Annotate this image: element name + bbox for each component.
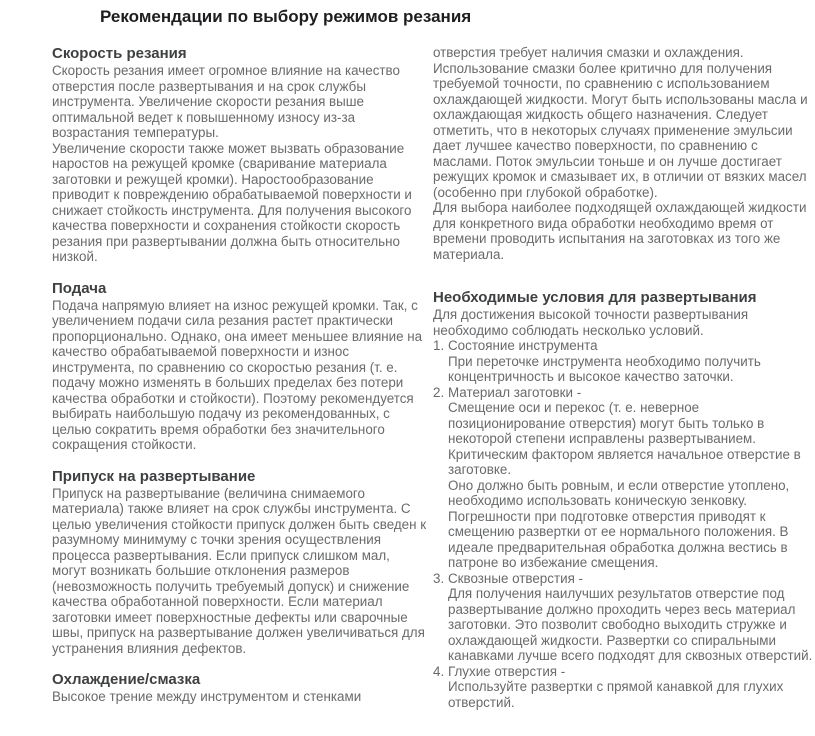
list-item-through-holes <box>433 571 815 664</box>
section-heading-feed: Подача <box>52 279 107 297</box>
section-heading-cooling-lubrication: Охлаждение/смазка <box>52 671 201 688</box>
section-cutting-speed <box>52 45 427 265</box>
list-item-number: 3. <box>433 570 445 586</box>
left-column <box>52 45 433 710</box>
list-item-blind-holes <box>433 664 815 711</box>
paragraph: Увеличение скорости также может вызвать образование наростов на режущей кромке (сваривание материала заготовки и режущей кромки). Наростообразование приводит к повреждению обрабатываемой поверхности и снижает стойкость инструмента. Для получения высокого качества поверхности и сохранения стойкости скорость резания при развертывании должна быть относительно низкой. <box>52 140 412 264</box>
list-item-title: Сквозные отверстия - <box>448 570 583 586</box>
list-item-title: Состояние инструмента <box>448 338 598 353</box>
paragraph: Смещение оси и перекос (т. е. неверное позиционирование отверстия) могут быть только в некоторой степени исправлены развертыванием. Критическим фактором является начальное отверстие в заготовке. <box>448 400 801 477</box>
list-item-number: 2. <box>433 384 445 400</box>
right-column <box>433 45 815 710</box>
section-reaming-conditions <box>433 289 815 710</box>
section-cooling-lubrication <box>52 671 427 705</box>
paragraph: Подача напрямую влияет на износ режущей кромки. Так, с увеличением подачи сила резания растет практически пропорционально. Однако, она имеет меньшее влияние на качество обрабатываемой поверхности и износ инструмента, по сравнению со скоростью резания (т. е. подачу можно изменять в больших пределах без потери качества обработки и стойкости). Поэтому рекомендуется выбирать наибольшую подачу из рекомендованных, с целью сократить время обработки без значительного сокращения стойкости. <box>52 297 423 452</box>
section-reaming-allowance <box>52 468 427 657</box>
paragraph: Припуск на развертывание (величина снимаемого материала) также влияет на срок службы инструмента. С целью увеличения стойкости припуск должен быть сведен к разумному минимуму с точки зрения осуществления процесса развертывания. Если припуск слишком мал, могут возникать большие отклонения размеров (невозможность получить требуемый допуск) и снижение качества обработанной поверхности. Если материал заготовки имеет поверхностные дефекты или сварочные швы, припуск на развертывание должен увеличиваться для устранения влияния дефектов. <box>52 485 427 656</box>
section-heading-reaming-conditions: Необходимые условия для развертывания <box>433 289 757 306</box>
list-item-content <box>448 385 815 571</box>
paragraph: Для получения наилучших результатов отверстие под развертывание должно проходить через весь материал заготовки. Это позволит свободно выходить стружке и охлаждающей жидкости. Развертки со спиральными канавками лучше всего подходят для сквозных отверстий. <box>448 586 813 663</box>
list-item-content <box>448 664 815 711</box>
list-item-number: 4. <box>433 663 445 679</box>
list-item-workpiece-material <box>433 385 815 571</box>
two-column-layout <box>52 45 815 710</box>
paragraph: Для выбора наиболее подходящей охлаждающей жидкости для конкретного вида обработки необходимо время от времени проводить испытания на заготовках из того же материала. <box>433 200 807 262</box>
paragraph: Используйте развертки с прямой канавкой для глухих отверстий. <box>448 679 784 710</box>
section-heading-reaming-allowance: Припуск на развертывание <box>52 467 256 485</box>
list-item-content <box>448 571 815 664</box>
list-item-title: Материал заготовки - <box>448 384 582 400</box>
paragraph: Оно должно быть ровным, и если отверстие утоплено, необходимо использовать коническую зенковку. Погрешности при подготовке отверстия приводят к смещению развертки от ее нормального положения. В идеале предварительная обработка должна вестись в патроне во избежание смещения. <box>448 477 790 570</box>
section-feed <box>52 280 427 453</box>
list-item-title: Глухие отверстия - <box>448 663 566 679</box>
list-item-number: 1. <box>433 338 445 353</box>
paragraph: Скорость резания имеет огромное влияние на качество отверстия после развертывания и на срок службы инструмента. Увеличение скорости резания выше оптимальной ведет к повышенному износу из-за возрастания температуры. <box>52 63 400 140</box>
paragraph: отверстия требует наличия смазки и охлаждения. Использование смазки более критично для получения требуемой точности, по сравнению с использованием охлаждающей жидкости. Могут быть использованы масла и охлаждающая жидкость общего назначения. Следует отметить, что в некоторых случаях применение эмульсии дает лучшее качество поверхности, по сравнению с маслами. Поток эмульсии тоньше и он лучше достигает режущих кромок и смазывает их, в отличии от вязких масел (особенно при глубокой обработке). <box>433 45 808 200</box>
paragraph: При переточке инструмента необходимо получить концентричность и высокое качество заточки. <box>448 353 761 384</box>
paragraph: Для достижения высокой точности развертывания необходимо соблюдать несколько условий. <box>433 307 749 338</box>
list-item-tool-condition <box>433 338 815 385</box>
section-heading-cutting-speed: Скорость резания <box>52 45 187 62</box>
document-title: Рекомендации по выбору режимов резания <box>100 7 472 26</box>
list-item-content <box>448 338 815 385</box>
paragraph: Высокое трение между инструментом и стенками <box>52 689 362 704</box>
